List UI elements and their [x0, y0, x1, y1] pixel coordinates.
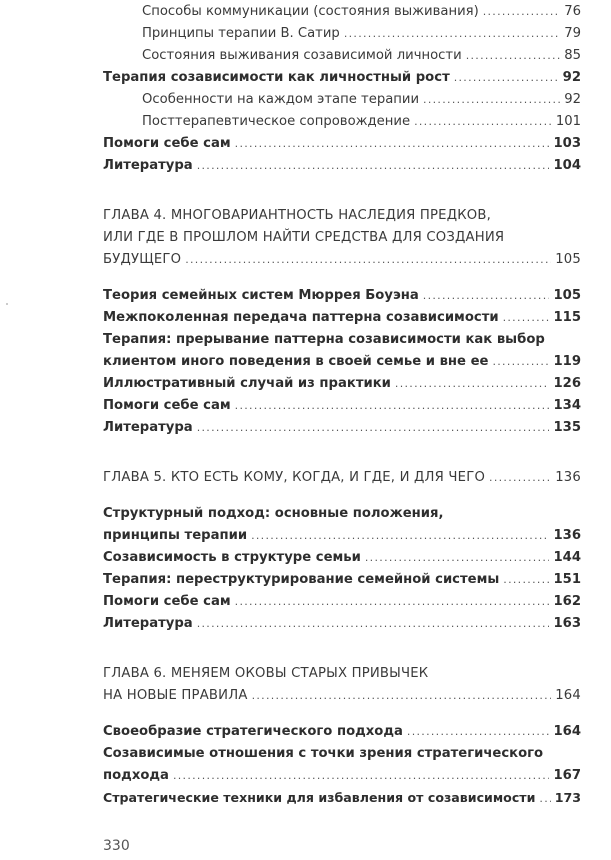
dot-leader [197, 417, 550, 439]
toc-entry[interactable] [0, 1, 611, 23]
toc-entry[interactable] [0, 395, 611, 417]
toc-entry-page: 144 [553, 550, 581, 565]
toc-entry-title: Особенности на каждом этапе терапии [142, 92, 420, 107]
toc-entry[interactable] [0, 765, 611, 787]
toc-entry-title: Межпоколенная передача паттерна созависимости [103, 310, 499, 325]
dot-leader [489, 467, 551, 489]
dot-leader [252, 685, 552, 707]
toc-entry-title: принципы терапии [103, 528, 248, 543]
toc-entry[interactable] [0, 89, 611, 111]
toc-entry-title: подхода [103, 768, 169, 783]
toc-entry-title-line: Структурный подход: основные положения, [103, 506, 444, 521]
toc-entry[interactable] [0, 613, 611, 635]
toc-entry-page: 85 [564, 48, 581, 63]
dot-leader [251, 525, 549, 547]
toc-entry-title-line: Терапия: прерывание паттерна созависимости как выбор [103, 332, 545, 347]
toc-entry[interactable] [0, 373, 611, 395]
toc-entry[interactable] [0, 45, 611, 67]
toc-entry[interactable] [0, 67, 611, 89]
toc-entry-page: 135 [553, 420, 581, 435]
toc-entry-title: БУДУЩЕГО [103, 252, 182, 267]
dot-leader [235, 591, 550, 613]
dot-leader [454, 67, 559, 89]
toc-entry-title: Помоги себе сам [103, 398, 231, 413]
toc-entry-page: 76 [564, 4, 581, 19]
toc-entry-page: 104 [553, 158, 581, 173]
toc-entry-title: Своеобразие стратегического подхода [103, 724, 403, 739]
dot-leader [365, 547, 550, 569]
dot-leader [407, 721, 550, 743]
page-number: 330 [103, 838, 130, 854]
dot-leader [539, 788, 550, 810]
toc-entry-page: 119 [553, 354, 581, 369]
toc-entry-title: ГЛАВА 5. КТО ЕСТЬ КОМУ, КОГДА, И ГДЕ, И ДЛЯ ЧЕГО [103, 470, 486, 485]
toc-entry-page: 136 [555, 470, 581, 485]
dot-leader [235, 395, 550, 417]
toc-entry-page: 92 [562, 70, 581, 85]
toc-entry-page: 134 [553, 398, 581, 413]
toc-entry[interactable] [0, 721, 611, 743]
toc-entry-page: 79 [564, 26, 581, 41]
toc-entry-title: Созависимость в структуре семьи [103, 550, 361, 565]
toc-entry-title: Посттерапевтическое сопровождение [142, 114, 411, 129]
toc-entry[interactable] [0, 111, 611, 133]
toc-entry-page: 101 [555, 114, 581, 129]
dot-leader [235, 133, 550, 155]
dot-leader [503, 307, 550, 329]
dot-leader [466, 45, 561, 67]
toc-entry[interactable] [0, 285, 611, 307]
toc-entry-page: 103 [553, 136, 581, 151]
toc-entry[interactable] [0, 133, 611, 155]
toc-entry-title: клиентом иного поведения в своей семье и вне ее [103, 354, 489, 369]
toc-entry[interactable] [0, 569, 611, 591]
toc-entry-page: 164 [553, 724, 581, 739]
dot-leader [395, 373, 550, 395]
toc-entry[interactable] [0, 787, 611, 809]
chapter-heading-line: ГЛАВА 6. МЕНЯЕМ ОКОВЫ СТАРЫХ ПРИВЫЧЕК [103, 666, 429, 681]
dot-leader [492, 351, 549, 373]
dot-leader [503, 569, 549, 591]
toc-entry-title: Литература [103, 158, 193, 173]
toc-entry-page: 162 [553, 594, 581, 609]
toc-entry-page: 167 [553, 768, 581, 783]
toc-entry-title: Терапия созависимости как личностный рост [103, 70, 450, 85]
dot-leader [185, 249, 551, 271]
toc-entry[interactable] [0, 417, 611, 439]
toc-entry[interactable] [0, 525, 611, 547]
toc-entry-title: Способы коммуникации (состояния выживания) [142, 4, 479, 19]
dot-leader [197, 613, 550, 635]
dot-leader [423, 285, 550, 307]
toc-entry-page: 126 [553, 376, 581, 391]
toc-entry[interactable] [0, 307, 611, 329]
toc-chapter-entry[interactable] [0, 467, 611, 489]
toc-entry-title: Литература [103, 616, 193, 631]
dot-leader [344, 23, 560, 45]
toc-entry[interactable] [0, 351, 611, 373]
toc-entry-page: 151 [553, 572, 581, 587]
toc-entry-page: 164 [555, 688, 581, 703]
toc-entry-page: 173 [554, 790, 581, 805]
toc-entry[interactable] [0, 155, 611, 177]
toc-entry-title: Стратегические техники для избавления от созависимости [103, 790, 536, 805]
toc-entry-title: Терапия: переструктурирование семейной системы [103, 572, 500, 587]
dot-leader [197, 155, 550, 177]
toc-entry-page: 105 [553, 288, 581, 303]
chapter-heading-line: ИЛИ ГДЕ В ПРОШЛОМ НАЙТИ СРЕДСТВА ДЛЯ СОЗДАНИЯ [103, 230, 505, 245]
toc-entry-title: НА НОВЫЕ ПРАВИЛА [103, 688, 248, 703]
toc-entry-title: Состояния выживания созависимой личности [142, 48, 462, 63]
toc-entry-title-line: Созависимые отношения с точки зрения стратегического [103, 746, 544, 761]
toc-entry[interactable] [0, 547, 611, 569]
dot-leader [414, 111, 552, 133]
toc-entry-title: Иллюстративный случай из практики [103, 376, 391, 391]
dot-leader [173, 765, 550, 787]
toc-entry-title: Помоги себе сам [103, 594, 231, 609]
dot-leader [423, 89, 560, 111]
toc-entry[interactable] [0, 591, 611, 613]
toc-entry-title: Помоги себе сам [103, 136, 231, 151]
dot-leader [483, 1, 561, 23]
toc-entry-title: Литература [103, 420, 193, 435]
toc-entry-page: 115 [553, 310, 581, 325]
toc-entry-page: 92 [564, 92, 581, 107]
toc-chapter-entry[interactable] [0, 249, 611, 271]
toc-entry-page: 136 [553, 528, 581, 543]
toc-entry[interactable] [0, 23, 611, 45]
toc-chapter-entry[interactable] [0, 685, 611, 707]
chapter-heading-line: ГЛАВА 4. МНОГОВАРИАНТНОСТЬ НАСЛЕДИЯ ПРЕДКОВ, [103, 208, 491, 223]
toc-entry-page: 105 [555, 252, 581, 267]
toc-entry-title: Теория семейных систем Мюррея Боуэна [103, 288, 419, 303]
toc-entry-title: Принципы терапии В. Сатир [142, 26, 340, 41]
toc-entry-page: 163 [553, 616, 581, 631]
